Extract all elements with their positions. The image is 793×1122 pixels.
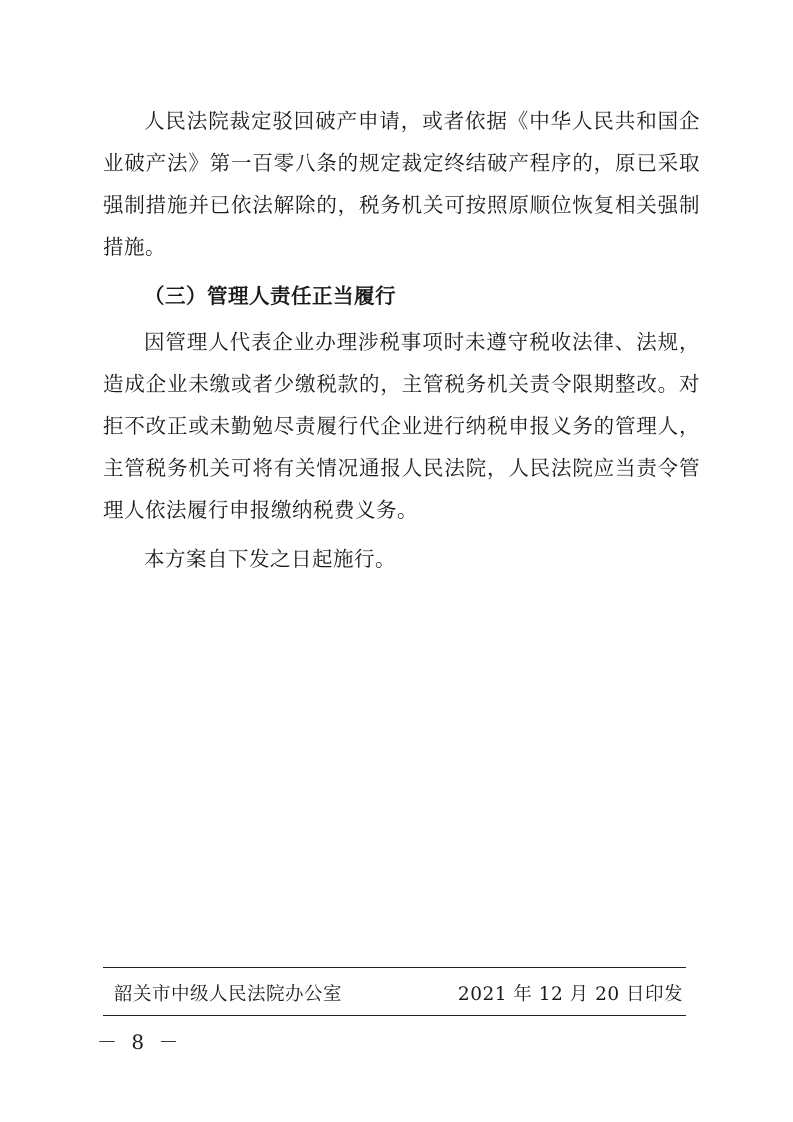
paragraph-court-ruling: 人民法院裁定驳回破产申请，或者依据《中华人民共和国企业破产法》第一百零八条的规定裁定终结破产程序的，原已采取强制措施并已依法解除的，税务机关可按照原顺位恢复相关强制措施。	[103, 109, 700, 259]
paragraph-administrator-responsibility: 因管理人代表企业办理涉税事项时未遵守税收法律、法规，造成企业未缴或者少缴税款的，主管税务机关责令限期整改。对拒不改正或未勤勉尽责履行代企业进行纳税申报义务的管理人，主管税务机关可将有关情况通报人民法院，人民法院应当责令管理人依法履行申报缴纳税费义务。	[103, 330, 700, 522]
footer-bottom-rule	[103, 1015, 686, 1016]
section-heading-administrator-duty: （三）管理人责任正当履行	[144, 284, 396, 308]
paragraph-effective-date: 本方案自下发之日起施行。	[144, 547, 396, 571]
document-body	[103, 100, 700, 587]
page-number: － 8 －	[97, 1030, 183, 1054]
footer-top-rule	[103, 967, 686, 968]
footer-issuer: 韶关市中级人民法院办公室	[114, 984, 343, 1005]
footer-print-date: 2021 年 12 月 20 日印发	[457, 984, 683, 1005]
